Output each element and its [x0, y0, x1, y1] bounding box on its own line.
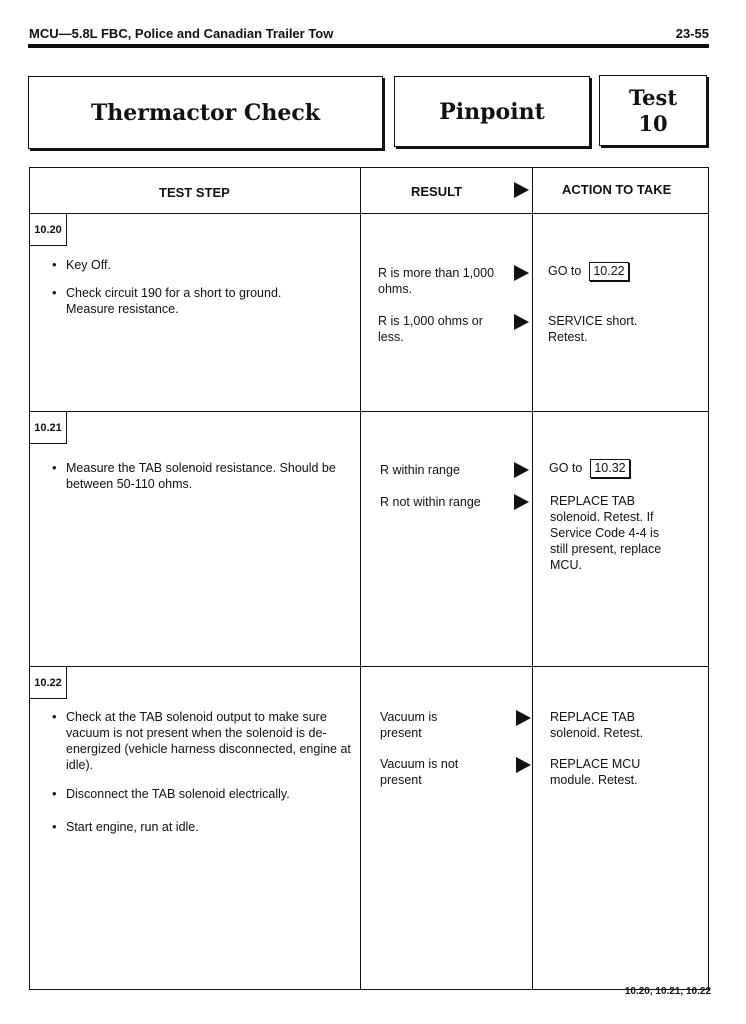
arrow-right-icon — [514, 462, 529, 478]
arrow-right-icon — [514, 494, 529, 510]
arrow-right-icon — [516, 757, 531, 773]
title-check-text: Thermactor Check — [90, 99, 321, 126]
title-box-pinpoint — [394, 76, 590, 147]
title-test-word: Test — [628, 84, 678, 110]
title-test-number: 10 — [638, 110, 668, 136]
action-text: SERVICE short. Retest. — [548, 314, 638, 344]
step-bullet: • Key Off. — [52, 257, 356, 273]
arrow-right-icon — [514, 182, 529, 198]
result-text: R within range — [380, 463, 460, 477]
step-bullet: • Check circuit 190 for a short to ground. Measure resistance. — [52, 285, 326, 317]
result-text: R is more than 1,000 ohms. — [378, 266, 495, 296]
column-header-action: ACTION TO TAKE — [562, 182, 672, 197]
step-bullet: • Start engine, run at idle. — [52, 819, 366, 835]
page-footer-steps: 10.20, 10.21, 10.22 — [624, 986, 711, 997]
step-bullet: • Disconnect the TAB solenoid electrically. — [52, 786, 366, 802]
action-text: REPLACE TAB solenoid. Retest. If Service Code 4-4 is still present, replace MCU. — [550, 494, 662, 572]
pinpoint-table — [29, 167, 709, 990]
action-goto — [549, 459, 699, 478]
step-number-box: 10.22 — [30, 667, 67, 699]
goto-step-ref[interactable]: 10.32 — [590, 459, 629, 478]
result-text: Vacuum is present — [380, 710, 438, 740]
step-number-box: 10.21 — [30, 412, 67, 444]
result-text: R is 1,000 ohms or less. — [378, 314, 483, 344]
page-number: 23-55 — [675, 26, 709, 41]
column-header-result: RESULT — [411, 184, 463, 199]
goto-label: GO to — [549, 461, 583, 475]
step-bullet: • Measure the TAB solenoid resistance. Should be between 50-110 ohms. — [52, 460, 366, 492]
action-text: REPLACE TAB solenoid. Retest. — [550, 710, 644, 740]
step-bullet: • Check at the TAB solenoid output to make sure vacuum is not present when the solenoid is de-energized (vehicle harness disconnected, engine at idle). — [52, 709, 366, 773]
result-text: Vacuum is not present — [380, 757, 459, 787]
step-number-box: 10.20 — [30, 214, 67, 246]
title-pinpoint-text: Pinpoint — [439, 98, 545, 125]
page-header-title: MCU—5.8L FBC, Police and Canadian Trailer Tow — [29, 26, 334, 41]
title-box-test — [599, 75, 707, 146]
arrow-right-icon — [514, 265, 529, 281]
header-rule — [28, 44, 709, 48]
goto-step-ref[interactable]: 10.22 — [589, 262, 628, 281]
column-divider-1 — [360, 168, 361, 989]
row-divider-2 — [30, 666, 708, 667]
arrow-right-icon — [514, 314, 529, 330]
row-divider-1 — [30, 411, 708, 412]
arrow-right-icon — [516, 710, 531, 726]
column-divider-2 — [532, 168, 533, 989]
goto-label: GO to — [548, 264, 582, 278]
action-text: REPLACE MCU module. Retest. — [550, 757, 641, 787]
row-divider-header — [30, 213, 708, 214]
action-goto — [548, 262, 698, 281]
column-header-test-step: TEST STEP — [159, 185, 230, 200]
title-box-check — [28, 76, 383, 149]
result-text: R not within range — [380, 495, 481, 509]
